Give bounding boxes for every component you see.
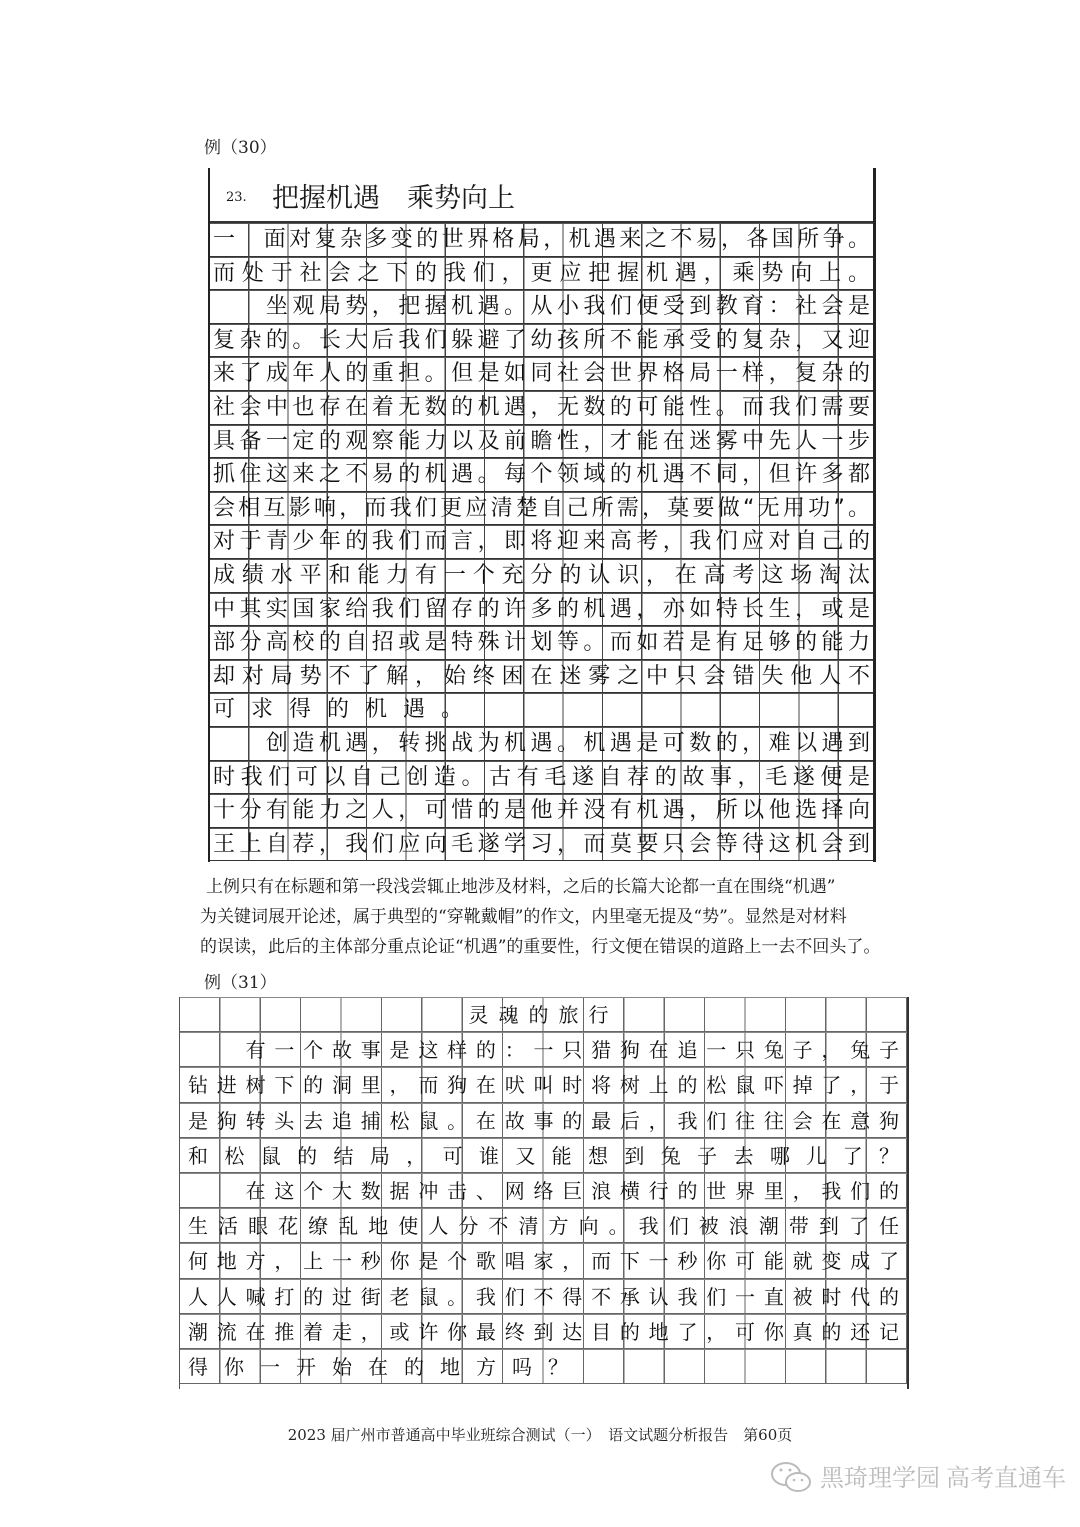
page-footer: 2023 届广州市普通高中毕业班综合测试（一） 语文试题分析报告 第60页 [287,1426,793,1444]
essay-row-text: 一 面对复杂多变的世界格局，机遇来之不易，各国所争。 [213,227,870,252]
essay-row-text: 得你一开始在的地方吗？ [188,1354,584,1379]
essay-31-rows [180,1032,907,1384]
essay-row [210,761,873,795]
essay-row [210,525,873,559]
essay-row [180,1243,907,1278]
example-30-label: 例（30） [204,138,277,158]
essay-row [180,1138,907,1173]
essay-row-text: 会相互影响，而我们更应清楚自己所需，莫要做“无用功”。 [213,495,870,521]
wechat-icon [770,1460,814,1496]
essay-row-text: 在这个大数据冲击、网络巨浪横行的世界里，我们的 [188,1178,899,1203]
commentary-line: 为关键词展开论述，属于典型的“穿靴戴帽”的作文，内里毫无提及“势”。显然是对材料 [200,907,847,927]
essay-30-rows [210,223,873,861]
essay-row [210,794,873,828]
essay-row [210,660,873,694]
essay-row [180,1032,907,1067]
essay-row [210,458,873,492]
commentary [200,872,880,962]
essay-row-text: 复杂的。长大后我们躲避了幼孩所不能承受的复杂，又迎 [213,327,870,353]
essay-row-text: 和松鼠的结局，可谁又能想到兔子去哪儿了？ [188,1143,899,1168]
watermark-text-a: 黑琦理学园 [820,1464,940,1492]
essay-row [180,1103,907,1138]
essay-row-text: 成绩水平和能力有一个充分的认识，在高考这场淘汰 [213,562,870,588]
essay-row [210,626,873,660]
question-number: 23. [226,190,247,205]
essay-row-text: 时我们可以自己创造。古有毛遂自荐的故事，毛遂便是 [213,764,870,790]
essay-row [210,559,873,593]
essay-row [210,223,873,257]
essay-row [180,1173,907,1208]
essay-row [180,1349,907,1384]
commentary-line: 的误读，此后的主体部分重点论证“机遇”的重要性，行文便在错误的道路上一去不回头了。 [200,937,881,957]
watermark [770,1458,1066,1498]
essay-31-title-row [180,997,907,1032]
essay-row [210,391,873,425]
commentary-line: 上例只有在标题和第一段浅尝辄止地涉及材料，之后的长篇大论都一直在围绕“机遇” [206,877,836,897]
essay-row [210,425,873,459]
essay-row-text: 坐观局势，把握机遇。从小我们便受到教育：社会是 [213,294,870,320]
essay-row-text: 十分有能力之人，可惜的是他并没有机遇，所以他选择向 [213,798,870,824]
essay-row [180,1208,907,1243]
essay-row [180,1314,907,1349]
essay-row [210,324,873,358]
essay-row-text: 却对局势不了解，始终困在迷雾之中只会错失他人不 [213,663,870,689]
essay-row-text: 是狗转头去追捕松鼠。在故事的最后，我们往往会在意狗 [188,1108,899,1133]
essay-row [210,257,873,291]
essay-row-text: 抓住这来之不易的机遇。每个领域的机遇不同，但许多都 [213,462,870,488]
essay-title: 把握机遇 乘势向上 [272,183,515,214]
essay-row-text: 潮流在推着走，或许你最终到达目的地了，可你真的还记 [188,1319,899,1344]
essay-row-text: 创造机遇，转挑战为机遇。机遇是可数的，难以遇到 [213,730,870,756]
essay-row-text: 中其实国家给我们留存的许多的机遇，亦如特长生，或是 [213,596,870,622]
essay-row [210,828,873,862]
essay-30-answer-sheet [208,168,876,862]
watermark-text-b: 高考直通车 [946,1464,1066,1492]
essay-row [210,727,873,761]
essay-row-text: 具备一定的观察能力以及前瞻性，才能在迷雾中先人一步 [213,428,870,454]
essay-title: 灵魂的旅行 [468,1003,619,1027]
essay-row-text: 人人喊打的过街老鼠。我们不得不承认我们一直被时代的 [188,1284,899,1309]
essay-row-text: 对于青少年的我们而言，即将迎来高考，我们应对自己的 [213,529,870,555]
essay-row-text: 何地方，上一秒你是个歌唱家，而下一秒你可能就变成了 [188,1249,899,1274]
essay-row-text: 可求得的机遇。 [213,697,480,723]
essay-row-text: 部分高校的自招或是特殊计划等。而如若是有足够的能力 [213,630,870,656]
essay-row-text: 而处于社会之下的我们，更应把握机遇，乘势向上。 [213,260,870,286]
example-31-label: 例（31） [204,973,277,993]
essay-row-text: 有一个故事是这样的：一只猎狗在追一只兔子，兔子 [188,1038,899,1063]
essay-row-text: 王上自荐，我们应向毛遂学习，而莫要只会等待这机会到 [213,831,870,857]
essay-row-text: 生活眼花缭乱地使人分不清方向。我们被浪潮带到了任 [188,1214,899,1239]
essay-row [210,357,873,391]
essay-row [210,593,873,627]
essay-row [210,492,873,526]
essay-row-text: 社会中也存在着无数的机遇，无数的可能性。而我们需要 [213,394,870,420]
essay-row-text: 来了成年人的重担。但是如同社会世界格局一样，复杂的 [213,361,870,387]
essay-row [180,1067,907,1102]
essay-row-text: 钻进树下的洞里，而狗在吠叫时将树上的松鼠吓掉了，于 [188,1073,899,1098]
essay-row [180,1279,907,1314]
essay-31-answer-sheet [179,997,909,1389]
essay-30-title-row [210,168,873,223]
essay-row [210,290,873,324]
essay-row [210,693,873,727]
